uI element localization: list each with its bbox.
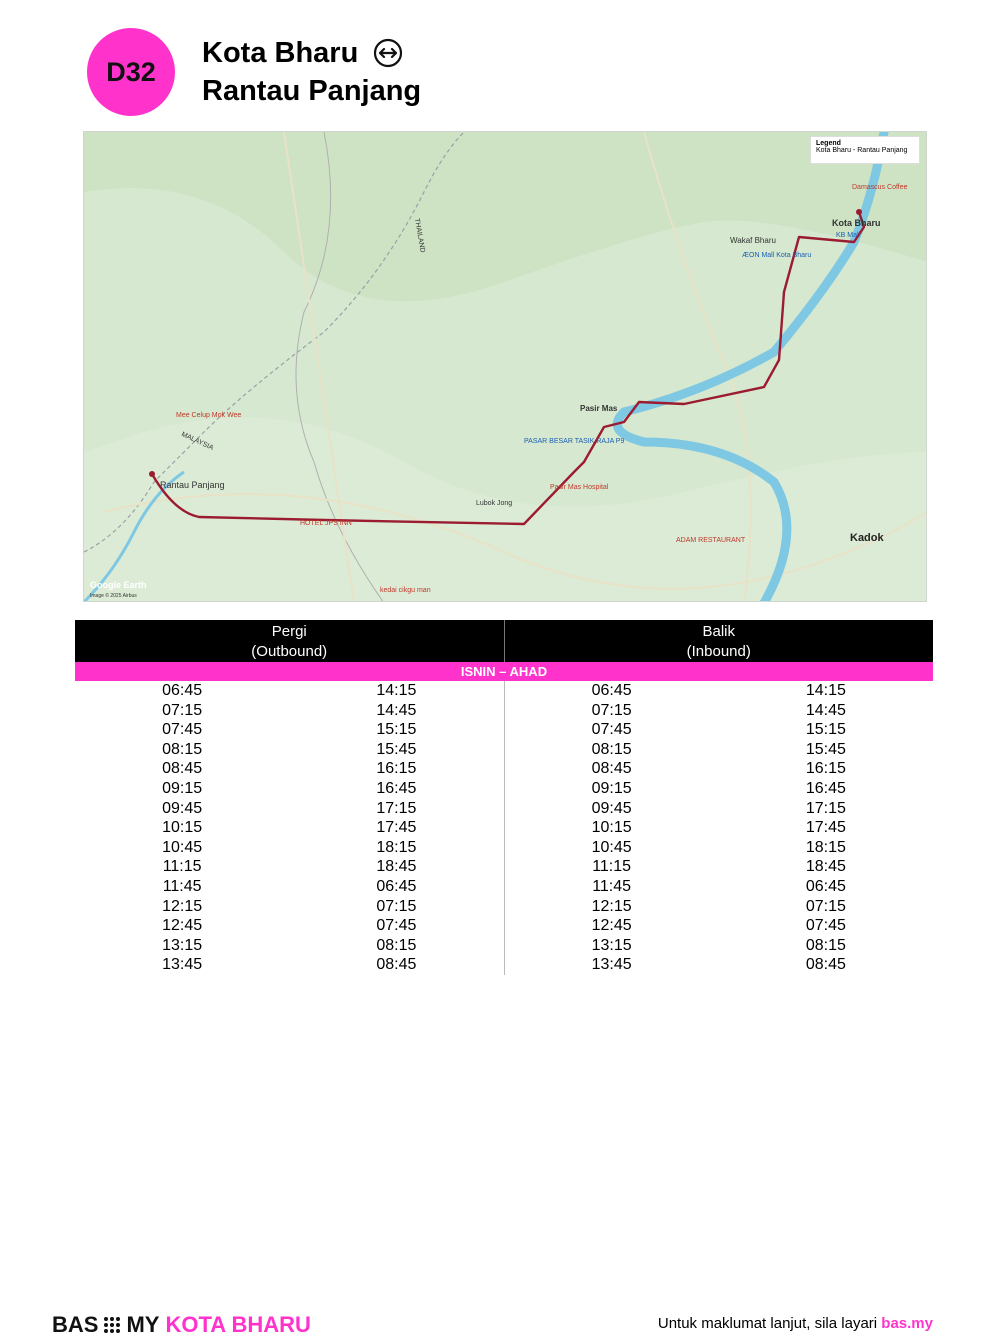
inbound-sub: (Inbound) [686, 643, 751, 660]
departure-time: 12:15 [162, 897, 203, 915]
timetable-body [75, 681, 933, 975]
outbound-times [75, 681, 504, 975]
departure-time: 16:15 [805, 760, 846, 778]
departure-time: 16:45 [805, 779, 846, 797]
inbound-col-1 [505, 681, 719, 975]
origin-name: Kota Bharu [202, 37, 359, 69]
departure-time: 16:15 [376, 760, 417, 778]
departure-time: 09:15 [162, 779, 203, 797]
footer-info [658, 1315, 933, 1332]
departure-time: 11:15 [162, 858, 202, 876]
departure-time: 13:45 [591, 956, 632, 974]
departure-time: 18:15 [376, 838, 417, 856]
departure-time: 18:45 [805, 858, 846, 876]
departure-time: 17:15 [376, 799, 417, 817]
departure-time: 10:45 [162, 838, 203, 856]
map-label-hospital: Pasir Mas Hospital [550, 484, 609, 491]
departure-time: 07:45 [376, 917, 417, 935]
departure-time: 09:45 [591, 799, 632, 817]
departure-time: 15:45 [805, 740, 846, 758]
map-label-pasar-besar: PASAR BESAR TASIK RAJA P9 [524, 438, 625, 445]
departure-time: 15:45 [376, 740, 417, 758]
departure-time: 07:45 [162, 721, 203, 739]
departure-time: 08:45 [376, 956, 417, 974]
departure-time: 15:15 [376, 721, 417, 739]
departure-time: 14:15 [805, 682, 846, 699]
map-label-damascus: Damascus Coffee [852, 184, 908, 191]
departure-time: 07:15 [805, 897, 846, 915]
map-label-kota-bharu: Kota Bharu [832, 218, 881, 228]
departure-time: 09:45 [162, 799, 203, 817]
departure-time: 12:45 [162, 917, 203, 935]
footer-link[interactable]: bas.my [881, 1315, 933, 1332]
departure-time: 12:45 [591, 917, 632, 935]
departure-time: 08:15 [805, 936, 846, 954]
map-label-hotel: HOTEL JPS INN [300, 520, 352, 527]
map-label-kedai: kedai cikgu man [380, 587, 431, 594]
departure-time: 18:15 [805, 838, 846, 856]
inbound-col-2 [719, 681, 933, 975]
map-legend [810, 136, 920, 164]
departure-time: 10:15 [162, 819, 203, 837]
departure-time: 07:45 [805, 917, 846, 935]
bidirectional-arrow-icon [372, 37, 404, 69]
brand-dots-icon [104, 1317, 120, 1333]
departure-time: 18:45 [376, 858, 417, 876]
route-title [202, 34, 421, 110]
departure-time: 07:45 [591, 721, 632, 739]
route-badge [87, 28, 175, 116]
departure-time: 10:15 [591, 819, 632, 837]
brand-city: KOTA BHARU [165, 1312, 311, 1337]
departure-time: 11:15 [592, 858, 632, 876]
departure-time: 08:15 [376, 936, 417, 954]
outbound-col-2 [289, 681, 503, 975]
departure-time: 06:45 [591, 682, 632, 699]
timetable [75, 620, 933, 975]
departure-time: 12:15 [591, 897, 632, 915]
timetable-header [75, 620, 933, 662]
departure-time: 14:45 [805, 701, 846, 719]
outbound-label: Pergi [271, 623, 307, 640]
map-label-malaysia: MALAYSIA [180, 431, 215, 452]
inbound-times [504, 681, 934, 975]
departure-time: 06:45 [805, 877, 846, 895]
route-map[interactable] [83, 131, 927, 602]
brand-my: MY [126, 1312, 160, 1337]
departure-time: 08:45 [805, 956, 846, 974]
departure-time: 06:45 [162, 682, 203, 699]
map-canvas [84, 132, 927, 602]
inbound-header [504, 620, 934, 662]
inbound-label: Balik [702, 623, 735, 640]
brand-bas: BAS [52, 1312, 99, 1337]
outbound-header [75, 620, 504, 662]
footer-info-text: Untuk maklumat lanjut, sila layari [657, 1315, 878, 1332]
departure-time: 15:15 [805, 721, 846, 739]
departure-time: 13:15 [162, 936, 203, 954]
outbound-sub: (Outbound) [251, 643, 328, 660]
departure-time: 08:45 [591, 760, 632, 778]
departure-time: 16:45 [376, 779, 417, 797]
map-label-aeon: ÆON Mall Kota Bharu [742, 252, 812, 259]
departure-time: 13:15 [591, 936, 632, 954]
day-band: ISNIN – AHAD [75, 662, 933, 681]
map-label-thailand: THAILAND [412, 217, 426, 254]
departure-time: 06:45 [376, 877, 417, 895]
departure-time: 17:15 [805, 799, 846, 817]
departure-time: 14:15 [376, 682, 417, 699]
outbound-col-1 [75, 681, 289, 975]
departure-time: 08:15 [591, 740, 632, 758]
map-label-pasir-mas: Pasir Mas [580, 404, 618, 413]
departure-time: 09:15 [591, 779, 632, 797]
departure-time: 17:45 [376, 819, 417, 837]
map-attribution: Google Earth [90, 580, 147, 590]
departure-time: 08:15 [162, 740, 203, 758]
map-label-kadok: Kadok [850, 532, 884, 544]
departure-time: 11:45 [592, 877, 632, 895]
legend-title: Legend [816, 140, 841, 147]
legend-item: Kota Bharu - Rantau Panjang [816, 147, 908, 154]
departure-time: 10:45 [591, 838, 632, 856]
map-label-kb-mall: KB Mall [836, 232, 861, 239]
destination-name: Rantau Panjang [202, 75, 422, 107]
route-code: D32 [106, 56, 156, 87]
departure-time: 08:45 [162, 760, 203, 778]
map-label-adam: ADAM RESTAURANT [676, 537, 746, 544]
departure-time: 14:45 [376, 701, 417, 719]
departure-time: 17:45 [805, 819, 846, 837]
departure-time: 07:15 [376, 897, 417, 915]
departure-time: 07:15 [591, 701, 632, 719]
departure-time: 13:45 [162, 956, 203, 974]
departure-time: 07:15 [162, 701, 203, 719]
map-label-wakaf-bharu: Wakaf Bharu [730, 236, 776, 245]
map-label-lubok-jong: Lubok Jong [476, 500, 513, 507]
footer-brand [52, 1312, 311, 1338]
map-label-rantau-panjang: Rantau Panjang [160, 480, 225, 490]
map-copyright: Image © 2025 Airbus [90, 593, 137, 599]
map-label-mee-celup: Mee Celup Mok Wee [176, 412, 242, 419]
departure-time: 11:45 [162, 877, 202, 895]
